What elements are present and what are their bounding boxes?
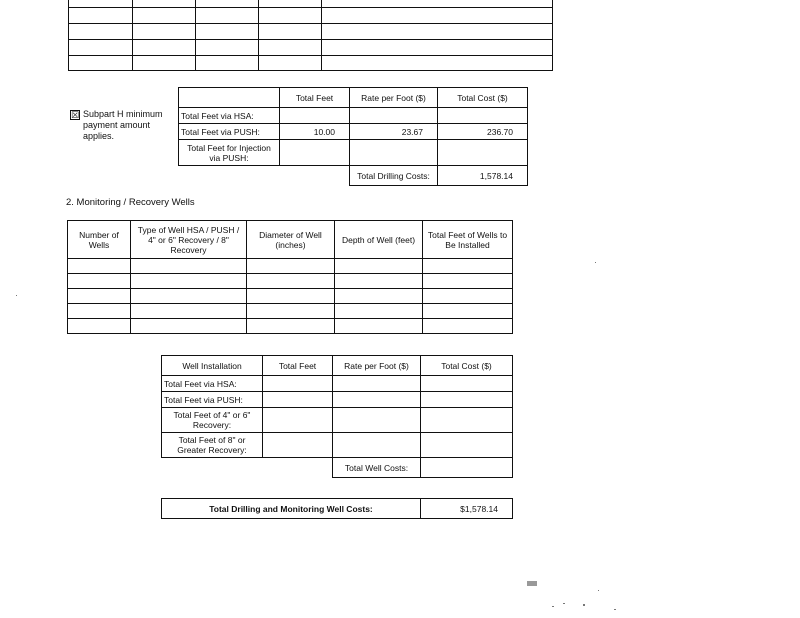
cell (333, 376, 421, 392)
cell (421, 392, 513, 408)
monitoring-wells-table (67, 220, 513, 334)
total-well-value (421, 458, 513, 478)
cell (335, 289, 423, 304)
cell (335, 274, 423, 289)
row-rate: 23.67 (350, 124, 438, 140)
cell (131, 289, 247, 304)
row-label: Total Feet of 8" or Greater Recovery: (162, 433, 263, 458)
cell (69, 56, 133, 71)
row-label: Total Feet via HSA: (179, 108, 280, 124)
scan-speck (16, 295, 17, 296)
grand-total-label: Total Drilling and Monitoring Well Costs: (162, 499, 421, 519)
total-drilling-value: 1,578.14 (438, 166, 528, 186)
header-rate: Rate per Foot ($) (350, 88, 438, 108)
empty-cell (263, 458, 333, 478)
cell (196, 8, 259, 24)
scan-speck (583, 604, 585, 606)
cell (421, 408, 513, 433)
cell (196, 40, 259, 56)
header-blank (179, 88, 280, 108)
cell (263, 376, 333, 392)
cell (322, 24, 553, 40)
cell (69, 24, 133, 40)
row-label: Total Feet of 4" or 6" Recovery: (162, 408, 263, 433)
cell (335, 304, 423, 319)
row-cost: 236.70 (438, 124, 528, 140)
cell (322, 40, 553, 56)
cell (247, 304, 335, 319)
cell (133, 24, 196, 40)
cell (133, 40, 196, 56)
cell (423, 259, 513, 274)
scan-speck (563, 603, 565, 604)
cell (322, 0, 553, 8)
header-number-of-wells: Number of Wells (68, 221, 131, 259)
header-total-feet: Total Feet (263, 356, 333, 376)
cell (133, 8, 196, 24)
cell (196, 0, 259, 8)
scan-speck (527, 581, 537, 586)
empty-cell (162, 458, 263, 478)
total-drilling-label: Total Drilling Costs: (350, 166, 438, 186)
cell (68, 274, 131, 289)
row-label: Total Feet for Injection via PUSH: (179, 140, 280, 166)
header-total-feet-of-wells: Total Feet of Wells to Be Installed (423, 221, 513, 259)
cell (322, 56, 553, 71)
cell (133, 0, 196, 8)
cell (131, 319, 247, 334)
cell (259, 56, 322, 71)
empty-cell (179, 166, 280, 186)
cell (423, 274, 513, 289)
header-depth: Depth of Well (feet) (335, 221, 423, 259)
top-partial-table (68, 0, 553, 71)
row-label: Total Feet via PUSH: (162, 392, 263, 408)
row-cost (438, 108, 528, 124)
cell (263, 392, 333, 408)
grand-total-value: $1,578.14 (421, 499, 513, 519)
row-feet: 10.00 (280, 124, 350, 140)
cell (423, 304, 513, 319)
cell (247, 319, 335, 334)
row-feet (280, 140, 350, 166)
cell (131, 304, 247, 319)
subpart-h-note: Subpart H minimum payment amount applies. (83, 109, 163, 141)
cell (247, 259, 335, 274)
cell (335, 319, 423, 334)
total-well-label: Total Well Costs: (333, 458, 421, 478)
cell (69, 0, 133, 8)
cell (133, 56, 196, 71)
subpart-h-checkbox[interactable]: ☒ (71, 110, 80, 120)
row-label: Total Feet via PUSH: (179, 124, 280, 140)
cell (131, 274, 247, 289)
cell (68, 289, 131, 304)
cell (68, 304, 131, 319)
cell (263, 408, 333, 433)
cell (69, 40, 133, 56)
cell (247, 274, 335, 289)
cell (333, 392, 421, 408)
cell (196, 24, 259, 40)
header-type-of-well: Type of Well HSA / PUSH / 4" or 6" Recovery / 8" Recovery (131, 221, 247, 259)
scan-speck (595, 262, 596, 263)
row-label: Total Feet via HSA: (162, 376, 263, 392)
grand-total-table (161, 498, 513, 519)
cell (247, 289, 335, 304)
row-rate (350, 140, 438, 166)
cell (335, 259, 423, 274)
cell (263, 433, 333, 458)
scan-speck (614, 609, 616, 610)
cell (196, 56, 259, 71)
cell (333, 408, 421, 433)
header-diameter: Diameter of Well (inches) (247, 221, 335, 259)
scan-speck (598, 590, 599, 591)
row-cost (438, 140, 528, 166)
cell (322, 8, 553, 24)
cell (69, 8, 133, 24)
scan-speck (552, 606, 554, 607)
row-feet (280, 108, 350, 124)
cell (333, 433, 421, 458)
cell (423, 319, 513, 334)
empty-cell (280, 166, 350, 186)
drilling-cost-table (178, 87, 528, 186)
cell (131, 259, 247, 274)
cell (259, 0, 322, 8)
header-total-cost: Total Cost ($) (421, 356, 513, 376)
header-total-feet: Total Feet (280, 88, 350, 108)
header-rate: Rate per Foot ($) (333, 356, 421, 376)
cell (421, 433, 513, 458)
cell (421, 376, 513, 392)
cell (259, 40, 322, 56)
well-installation-table (161, 355, 513, 478)
cell (423, 289, 513, 304)
cell (259, 24, 322, 40)
cell (68, 319, 131, 334)
cell (259, 8, 322, 24)
header-well-installation: Well Installation (162, 356, 263, 376)
cell (68, 259, 131, 274)
section-2-title: 2. Monitoring / Recovery Wells (66, 197, 195, 208)
row-rate (350, 108, 438, 124)
header-total-cost: Total Cost ($) (438, 88, 528, 108)
